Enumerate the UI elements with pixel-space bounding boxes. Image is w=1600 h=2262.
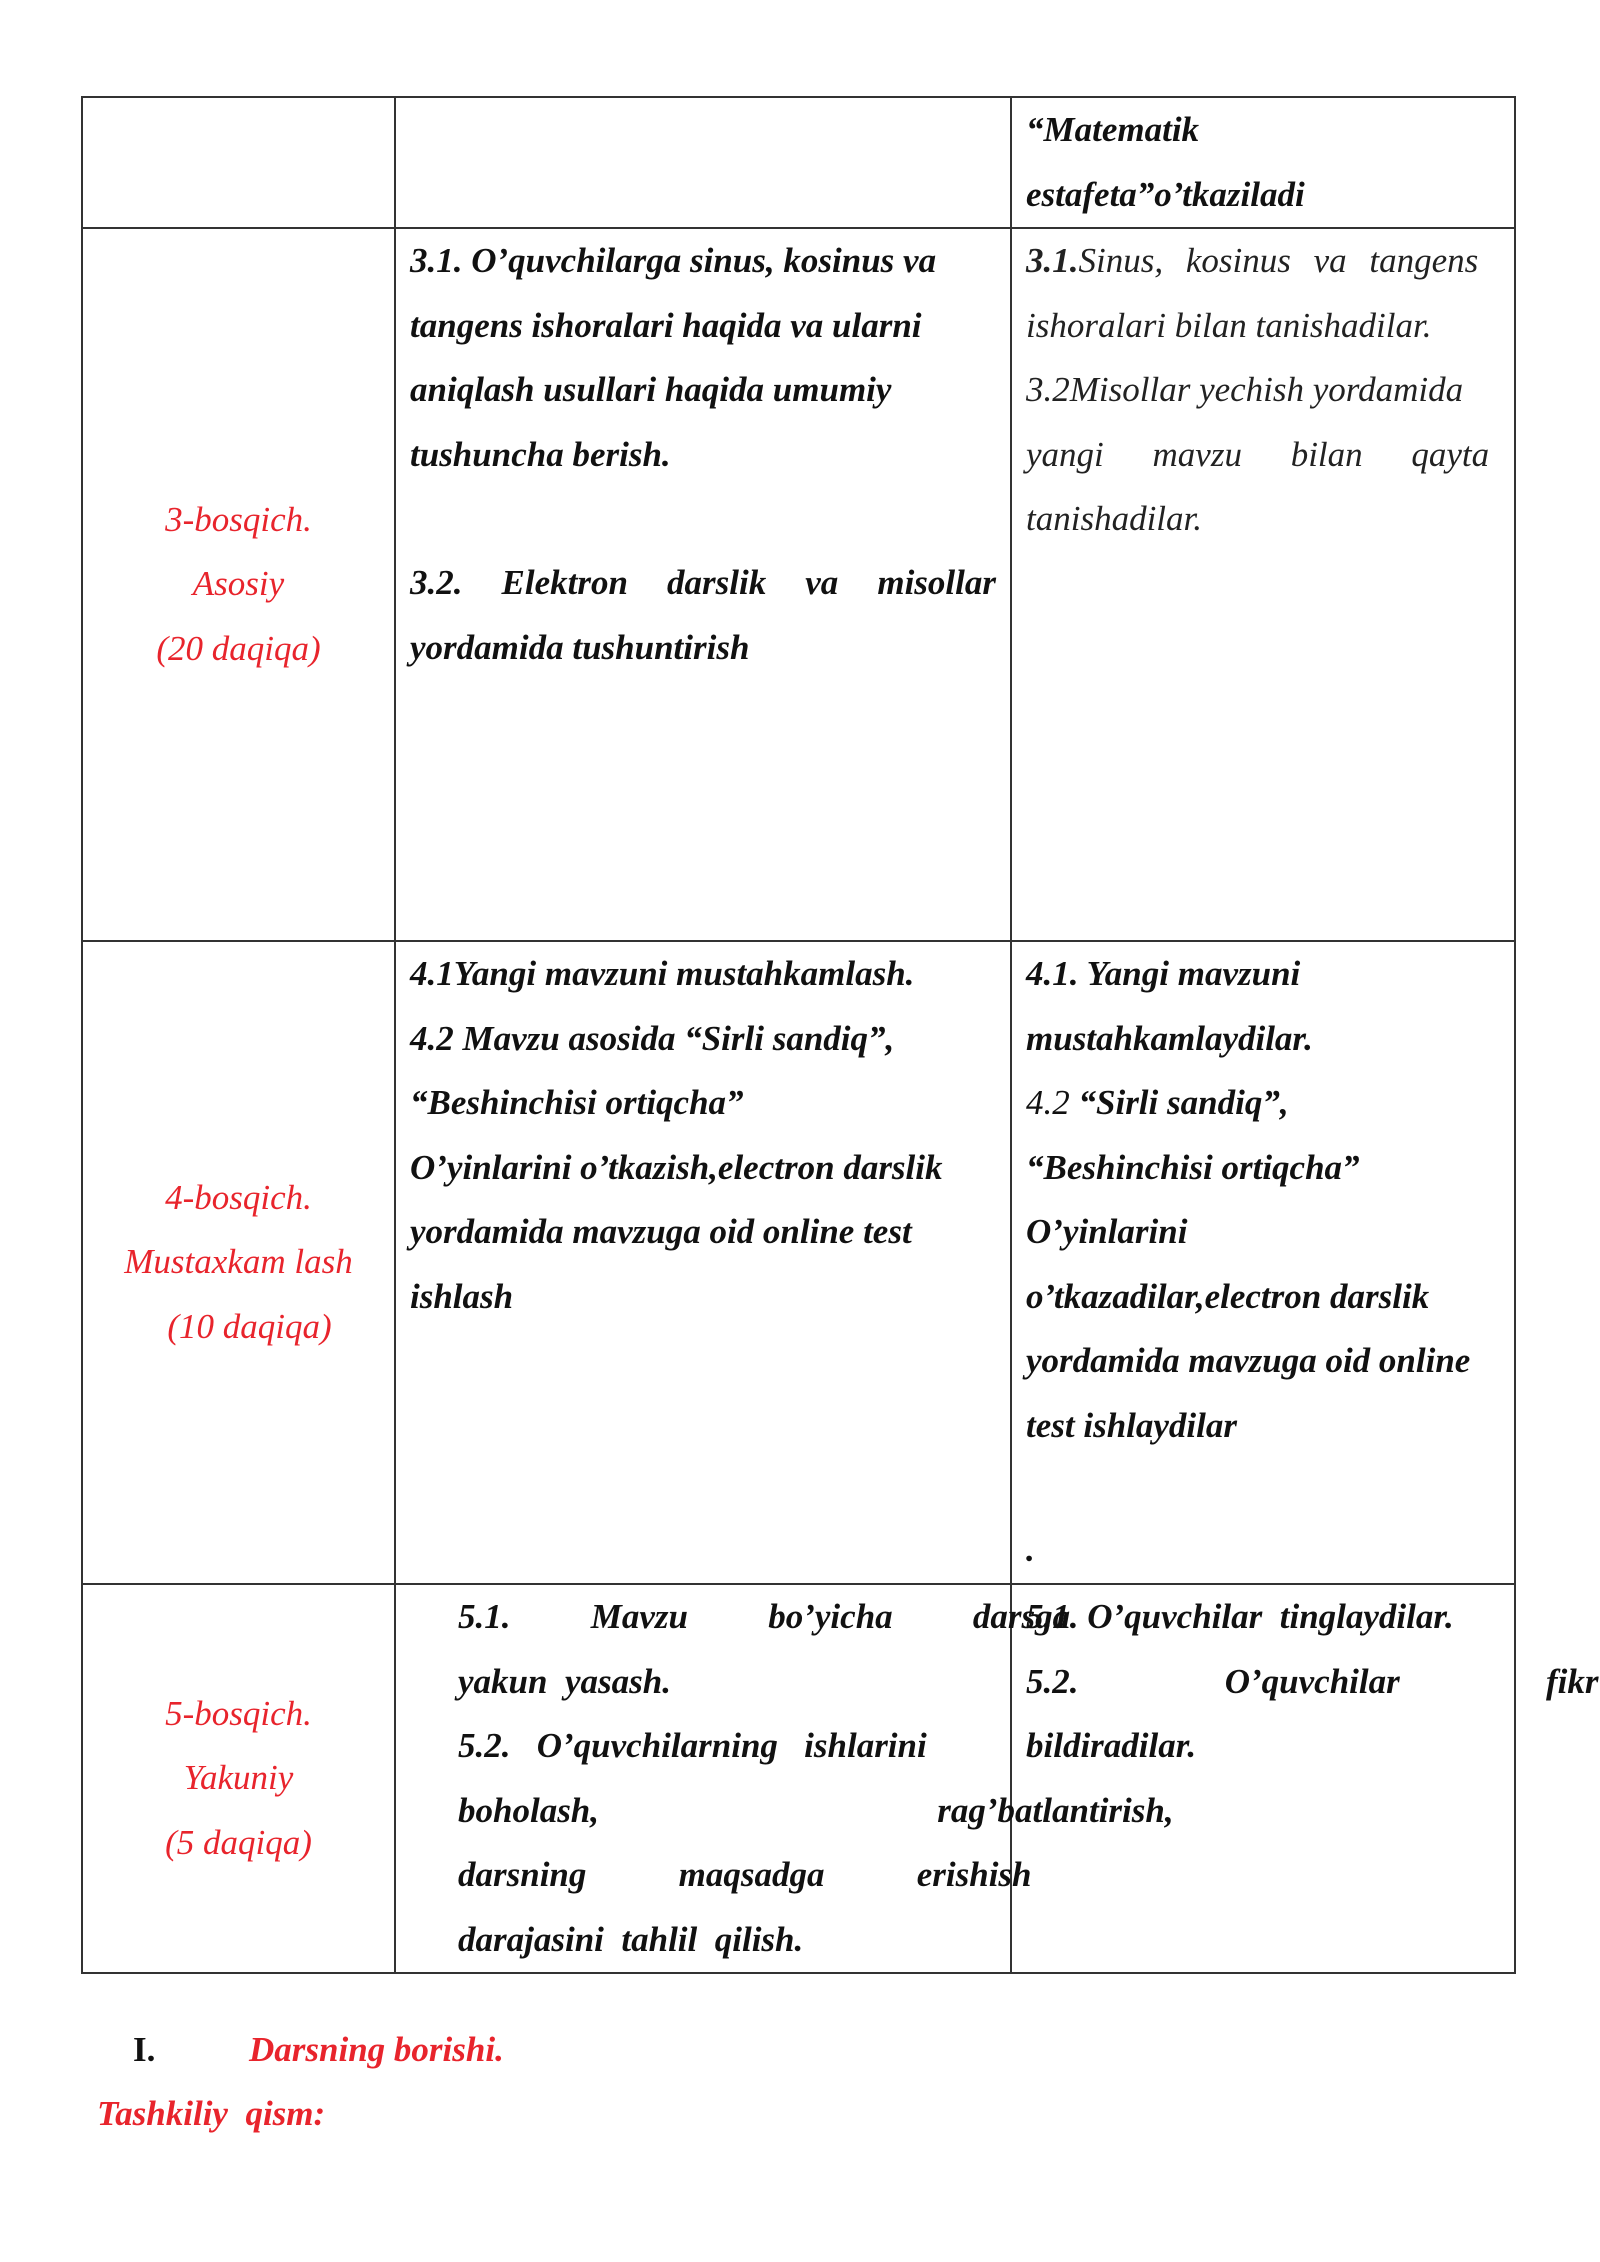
student-activity-cell — [1011, 97, 1515, 228]
stage-name: Yakuniy — [183, 1758, 294, 1798]
student-activity-cell — [1011, 228, 1515, 941]
cell-text-line: test ishlaydilar — [1026, 1405, 1237, 1445]
cell-text-line: ishoralari bilan tanishadilar. — [1026, 305, 1432, 345]
table-row — [82, 941, 1515, 1584]
cell-text-line: tushuncha berish. — [410, 434, 671, 474]
cell-text-line: 3.2Misollar yechish yordamida — [1026, 370, 1464, 409]
stage-duration: (20 daqiqa) — [156, 628, 321, 668]
cell-text-line: o’tkazadilar,electron darslik — [1026, 1276, 1430, 1316]
cell-text-line — [1026, 229, 1500, 294]
lesson-plan-table — [81, 96, 1599, 1974]
cell-text-line: yordamida mavzuga oid online test — [410, 1212, 912, 1251]
student-activity-cell — [1011, 941, 1515, 1584]
cell-text-line: O’yinlarini o’tkazish,electron darslik — [410, 1147, 943, 1187]
cell-text-line: “Matematik — [1026, 110, 1200, 149]
cell-text-line: 5.2. O’quvchilar fikr — [1026, 1661, 1599, 1701]
item-number: 3.1. — [1026, 241, 1079, 280]
word: Elektron — [501, 563, 628, 602]
cell-text-line: “Beshinchisi ortiqcha” — [1026, 1147, 1360, 1187]
teacher-activity-cell — [395, 97, 1011, 228]
cell-text-line: ishlash — [410, 1276, 514, 1316]
word: 3.2. — [410, 563, 463, 602]
item-text: Sinus, kosinus va tangens — [1078, 241, 1479, 280]
cell-text-line: O’yinlarini — [1026, 1212, 1188, 1251]
cell-text-line: 4.1. Yangi mavzuni — [1026, 954, 1301, 993]
section-title-text: Darsning borishi. — [249, 2030, 504, 2069]
cell-text-line: yordamida tushuntirish — [410, 627, 750, 667]
cell-text-line: yordamida mavzuga oid online — [1026, 1341, 1471, 1380]
teacher-activity-cell — [395, 228, 1011, 941]
stage-duration: (5 daqiqa) — [165, 1822, 312, 1862]
cell-text-line: 5.2. O’quvchilarning ishlarini — [458, 1726, 927, 1765]
teacher-activity-cell — [395, 941, 1011, 1584]
line-text: 5.1. Mavzu bo’yicha darsga — [458, 1597, 1071, 1636]
stray-dot: . — [1026, 1530, 1035, 1569]
cell-text-line: darajasini tahlil qilish. — [458, 1919, 804, 1959]
section-title — [133, 2018, 504, 2083]
stage-title: 5-bosqich. — [165, 1693, 312, 1733]
student-activity-cell — [1011, 1584, 1599, 1973]
cell-text-line: 5.1. O’quvchilar tinglaydilar. — [1026, 1597, 1454, 1636]
cell-text-line: tangens ishoralari haqida va ularni — [410, 305, 922, 345]
cell-text-line — [410, 551, 996, 616]
cell-text-line: mustahkamlaydilar. — [1026, 1018, 1313, 1058]
cell-text-line: “Beshinchisi ortiqcha” — [410, 1083, 744, 1122]
section-subtitle: Tashkiliy qism: — [97, 2094, 326, 2133]
cell-text-line: bildiradilar. — [1026, 1726, 1197, 1765]
stage-title: 4-bosqich. — [165, 1177, 312, 1217]
table-row — [82, 228, 1515, 941]
cell-text-line: yakun yasash. — [458, 1661, 671, 1701]
cell-text-line: 4.1Yangi mavzuni mustahkamlash. — [410, 954, 915, 993]
stage-cell — [82, 228, 395, 941]
word: misollar — [877, 563, 996, 602]
table-row — [82, 97, 1515, 228]
cell-text-line — [1026, 1071, 1500, 1136]
item-number: 4.2 — [1026, 1083, 1079, 1122]
item-text: “Sirli sandiq”, — [1078, 1083, 1289, 1122]
cell-text-line: estafeta”o’tkaziladi — [1026, 174, 1305, 214]
cell-text-line: 3.1. O’quvchilarga sinus, kosinus va — [410, 241, 937, 280]
cell-text-line: 4.2 Mavzu asosida “Sirli sandiq”, — [410, 1018, 895, 1058]
stage-cell — [82, 1584, 395, 1973]
cell-text-line: aniqlash usullari haqida umumiy — [410, 370, 892, 409]
stage-name: Mustaxkam lash — [124, 1242, 353, 1282]
stage-duration: (10 daqiqa) — [167, 1306, 332, 1346]
cell-text-line: boholash, rag’batlantirish, — [458, 1790, 1174, 1830]
cell-text-line: darsning maqsadga erishish — [458, 1855, 1032, 1894]
cell-text-line: tanishadilar. — [1026, 499, 1203, 538]
section-number: I. — [133, 2030, 156, 2069]
stage-title: 3-bosqich. — [165, 499, 312, 539]
stage-cell — [82, 97, 395, 228]
stage-cell — [82, 941, 395, 1584]
cell-text-line: yangi mavzu bilan qayta — [1026, 434, 1490, 474]
word: darslik — [667, 563, 767, 602]
cell-text-line — [458, 1585, 1071, 1650]
table-row — [82, 1584, 1515, 1973]
stage-name: Asosiy — [192, 564, 285, 604]
word: va — [805, 563, 839, 602]
